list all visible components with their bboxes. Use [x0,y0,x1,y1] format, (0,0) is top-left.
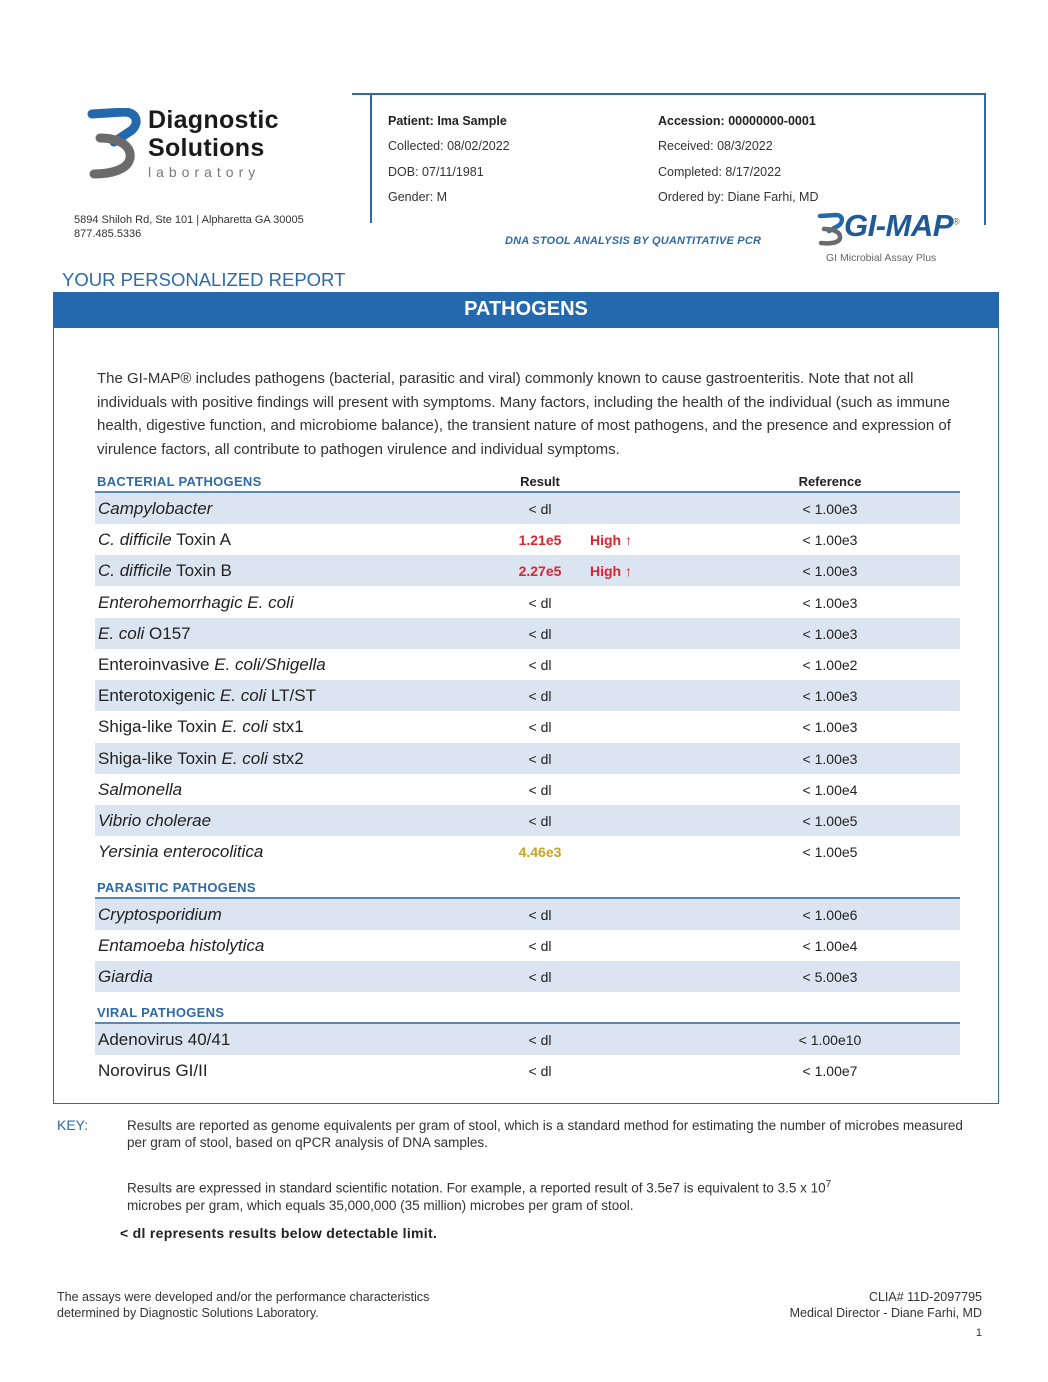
table-row [95,805,960,836]
pathogen-name-post: LT/ST [266,686,316,706]
reference-value: < 5.00e3 [802,969,858,986]
ordered-by-label: Ordered by: [658,190,725,204]
pathogen-name [98,936,264,956]
completed-label: Completed: [658,165,722,179]
pathogen-name [98,842,263,862]
pathogen-name [98,655,326,675]
pathogen-name [98,811,211,831]
gimap-logo-text [844,208,959,244]
result-value: < dl [528,969,552,986]
pathogen-name-pre: Norovirus GI/II [98,1061,208,1081]
gender-field [388,190,447,204]
section-title-bacterial: BACTERIAL PATHOGENS [97,474,262,489]
footer-credentials [700,1289,982,1321]
lab-name-line1: Diagnostic [148,106,279,134]
report-subtitle: DNA STOOL ANALYSIS BY QUANTITATIVE PCR [505,235,762,247]
reference-value: < 1.00e4 [802,938,858,955]
pathogen-name-ital: E. coli [221,717,268,737]
reference-value: < 1.00e3 [802,501,858,517]
pathogen-name-ital: Cryptosporidium [98,905,222,924]
reference-value: < 1.00e6 [802,907,858,923]
reference-value: < 1.00e5 [802,813,858,829]
pathogen-name-post: O157 [144,623,191,643]
pathogen-name-ital: Salmonella [98,779,183,799]
pathogen-name [98,1030,230,1050]
key-p2-text: Results are expressed in standard scientific notation. For example, a reported result of 3.5e7 is equivalent to 3.5 x 10 [127,1180,826,1196]
accession-value: 00000000-0001 [728,114,816,128]
dob-field [388,165,484,179]
result-value: < dl [528,938,552,955]
reference-value: < 1.00e7 [802,1063,858,1080]
table-row [95,524,960,555]
pathogen-name-post: Toxin B [171,561,232,581]
collected-label: Collected: [388,139,444,153]
received-value: 08/3/2022 [717,139,773,153]
footer-disclaimer [57,1289,429,1321]
pathogens-panel-title: PATHOGENS [464,298,588,320]
result-value: < dl [528,594,552,611]
pathogen-name [98,624,191,644]
received-field [658,139,773,153]
pathogen-name-pre: Shiga-like Toxin [98,748,222,768]
result-value: < dl [528,657,552,673]
patient-box-border-right [984,93,986,225]
pathogen-name-ital: Campylobacter [98,499,213,518]
received-label: Received: [658,139,714,153]
reference-value: < 1.00e3 [802,532,858,549]
pathogen-name-post: Toxin A [171,530,231,550]
table-row [95,711,960,742]
table-row [95,649,960,680]
result-value: < dl [528,1063,552,1080]
patient-name-field [388,114,507,128]
collected-value: 08/02/2022 [447,139,510,153]
pathogen-name [98,1061,208,1081]
gimap-mark-icon [816,212,846,246]
table-row [95,587,960,618]
lab-name-line3: laboratory [148,164,261,180]
gender-label: Gender: [388,190,434,204]
accession-field [658,114,816,128]
reference-value: < 1.00e2 [802,657,858,673]
column-header-reference: Reference [798,474,862,489]
ordered-by-value: Diane Farhi, MD [727,190,819,204]
accession-label: Accession: [658,114,725,128]
lab-phone: 877.485.5336 [74,228,142,240]
table-row [95,930,960,961]
reference-value: < 1.00e3 [802,750,858,767]
pathogen-name-ital: C. difficile [98,530,172,550]
reference-value: < 1.00e3 [802,563,858,580]
pathogen-name [98,780,182,800]
pathogen-name [98,561,232,581]
column-header-result: Result [520,474,560,489]
result-value: < dl [528,719,552,736]
pathogen-name-ital: Giardia [98,967,153,987]
result-value: < dl [528,781,552,798]
pathogen-name-ital: E. coli [221,748,268,768]
footer-disclaimer-line2: determined by Diagnostic Solutions Laboratory. [57,1306,319,1320]
table-row [95,1024,960,1055]
pathogen-name [98,717,304,737]
result-value: 1.21e5 [518,532,562,549]
result-value: < dl [528,907,552,923]
pathogen-name [98,530,231,550]
section-title-parasitic: PARASITIC PATHOGENS [97,880,256,895]
completed-field [658,165,781,179]
section-title-viral: VIRAL PATHOGENS [97,1005,225,1020]
gimap-logo-sub: GI Microbial Assay Plus [826,252,937,264]
reference-value: < 1.00e10 [798,1032,862,1048]
patient-box-border-left [370,95,372,223]
pathogen-name-post: stx1 [267,717,304,737]
result-value: 2.27e5 [518,563,562,580]
table-row [95,836,960,867]
high-flag: High ↑ [590,563,632,580]
patient-name-label: Patient: [388,114,434,128]
gimap-logo-word: GI-MAP [844,208,953,243]
key-label: KEY: [57,1117,89,1133]
pathogen-name [98,593,294,613]
pathogen-name-ital: E. coli [219,686,267,706]
table-row [95,493,960,524]
collected-field [388,139,510,153]
page-number: 1 [975,1327,982,1339]
pathogen-name-ital: Yersinia enterocolitica [98,842,264,862]
lab-name-line2: Solutions [148,134,265,162]
key-paragraph-1: Results are reported as genome equivalents per gram of stool, which is a standard method for estimating the number of microbes measured per gram of stool, based on qPCR analysis of DNA samples. [127,1118,963,1150]
pathogen-name [98,499,212,519]
table-row [95,961,960,992]
pathogen-name-ital: Entamoeba histolytica [98,936,265,956]
high-flag: High ↑ [590,532,632,549]
reference-value: < 1.00e5 [802,844,858,861]
dob-value: 07/11/1981 [422,165,484,179]
patient-name-value: Ima Sample [437,114,507,128]
result-value: < dl [528,1032,552,1048]
key-p2-text-cont: microbes per gram, which equals 35,000,000 (35 million) microbes per gram of stool. [127,1197,634,1213]
reference-value: < 1.00e3 [802,719,858,736]
table-row [95,774,960,805]
completed-value: 8/17/2022 [725,165,782,179]
table-row [95,618,960,649]
pathogen-name-ital: E. coli/Shigella [214,655,326,674]
reference-value: < 1.00e3 [802,625,858,642]
intro-paragraph: The GI-MAP® includes pathogens (bacterial, parasitic and viral) commonly known to cause gastroenteritis. Note that not all individuals with positive findings will present with symptoms. Many factors, including the health of the individual (such as immune health, digestive function, and microbiome balance), the transient nature of most pathogens, and the presence and expression of virulence factors, all contribute to pathogen virulence and individual symptoms. [97,370,951,458]
report-title: YOUR PERSONALIZED REPORT [62,269,346,290]
result-value: < dl [528,750,552,767]
gimap-registered-mark: ® [952,216,960,227]
reference-value: < 1.00e3 [802,688,858,705]
table-row [95,1055,960,1086]
pathogen-name-pre: Enteroinvasive [98,655,215,674]
patient-box-border-top [352,93,986,95]
gimap-logo [812,208,984,268]
footer-director: Medical Director - Diane Farhi, MD [789,1306,982,1320]
pathogen-name-pre: Shiga-like Toxin [98,717,222,737]
table-row [95,743,960,774]
result-value: < dl [528,813,552,829]
key-paragraph-2 [127,1176,977,1214]
result-value: 4.46e3 [518,844,562,861]
gender-value: M [436,190,448,204]
pathogen-name-pre: Enterotoxigenic [98,686,220,706]
table-row [95,555,960,586]
reference-value: < 1.00e4 [802,781,858,798]
footer-clia: CLIA# 11D-2097795 [868,1290,982,1304]
pathogen-name [98,686,316,706]
lab-address-block [74,213,304,241]
result-value: < dl [528,625,552,642]
ordered-by-field [658,190,819,204]
pathogen-name-post: stx2 [267,748,304,768]
pathogen-name [98,749,304,769]
pathogen-name-ital: C. difficile [98,561,172,581]
pathogen-name [98,967,153,987]
reference-value: < 1.00e3 [802,594,858,611]
pathogen-name-ital: E. coli [98,623,145,643]
lab-address: 5894 Shiloh Rd, Ste 101 | Alpharetta GA 30005 [74,214,304,226]
pathogen-name-ital: Enterohemorrhagic E. coli [98,592,294,612]
lab-logo-mark-icon [86,108,142,182]
dob-label: DOB: [388,165,419,179]
result-value: < dl [528,688,552,705]
footer-disclaimer-line1: The assays were developed and/or the performance characteristics [57,1290,430,1304]
result-value: < dl [528,501,552,517]
key-p2-exponent: 7 [825,1179,832,1190]
key-dl-note: < dl represents results below detectable limit. [120,1225,438,1241]
table-row [95,680,960,711]
pathogen-name [98,905,222,925]
pathogen-name-ital: Vibrio cholerae [98,811,212,830]
pathogen-name-pre: Adenovirus 40/41 [98,1030,231,1049]
table-row [95,899,960,930]
lab-logo [86,106,326,186]
